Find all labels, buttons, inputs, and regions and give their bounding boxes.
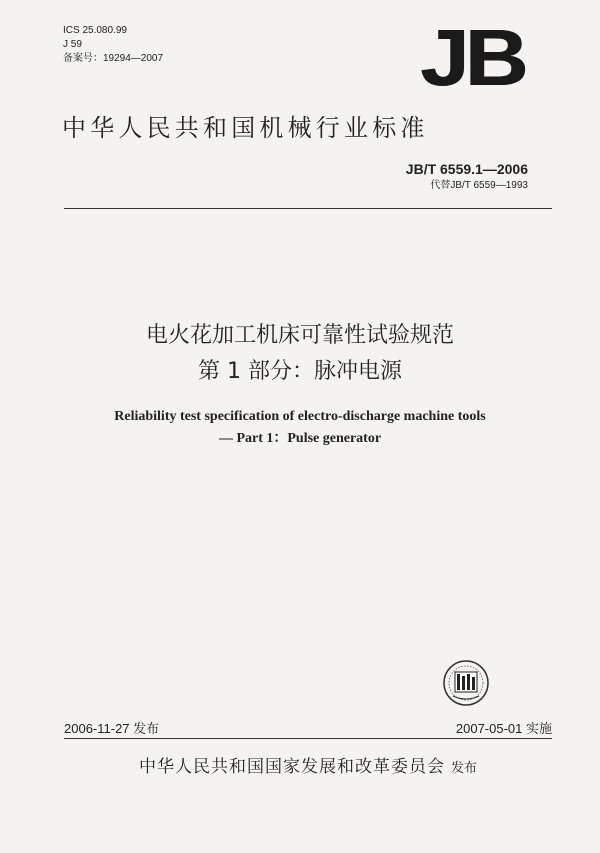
national-standard-title: 中华人民共和国机械行业标准: [62, 114, 429, 142]
standard-number: JB/T 6559.1—2006: [405, 161, 528, 177]
classification-block: [63, 24, 163, 66]
issuer-line: [64, 752, 552, 777]
category-code: J 59: [63, 39, 82, 50]
standard-number-block: [406, 160, 528, 194]
replaces-note: 代替JB/T 6559—1993: [430, 180, 528, 191]
ics-code: ICS 25.080.99: [63, 25, 127, 36]
jb-logo: [420, 13, 524, 102]
top-divider: [64, 208, 552, 209]
jb-logo-text: JB: [420, 13, 524, 102]
date-row: [64, 718, 552, 736]
publisher-emblem-icon: [441, 658, 491, 708]
english-title-line-2: — Part 1：Pulse generator: [218, 431, 382, 446]
english-title: [0, 406, 600, 450]
chinese-title-line-1: 电火花加工机床可靠性试验规范: [145, 323, 454, 348]
issue-date: 2006-11-27 发布: [64, 721, 160, 736]
record-number: 备案号：19294—2007: [63, 53, 164, 64]
bottom-divider: [64, 738, 552, 739]
issuer-name: 中华人民共和国国家发展和改革委员会: [138, 757, 445, 777]
chinese-title-line-2: 第 1 部分：脉冲电源: [198, 359, 402, 384]
issued-by-label: 发布: [450, 761, 477, 776]
chinese-title: [0, 318, 600, 390]
english-title-line-1: Reliability test specification of electro-discharge machine tools: [114, 409, 486, 424]
implementation-date: 2007-05-01 实施: [455, 721, 552, 736]
